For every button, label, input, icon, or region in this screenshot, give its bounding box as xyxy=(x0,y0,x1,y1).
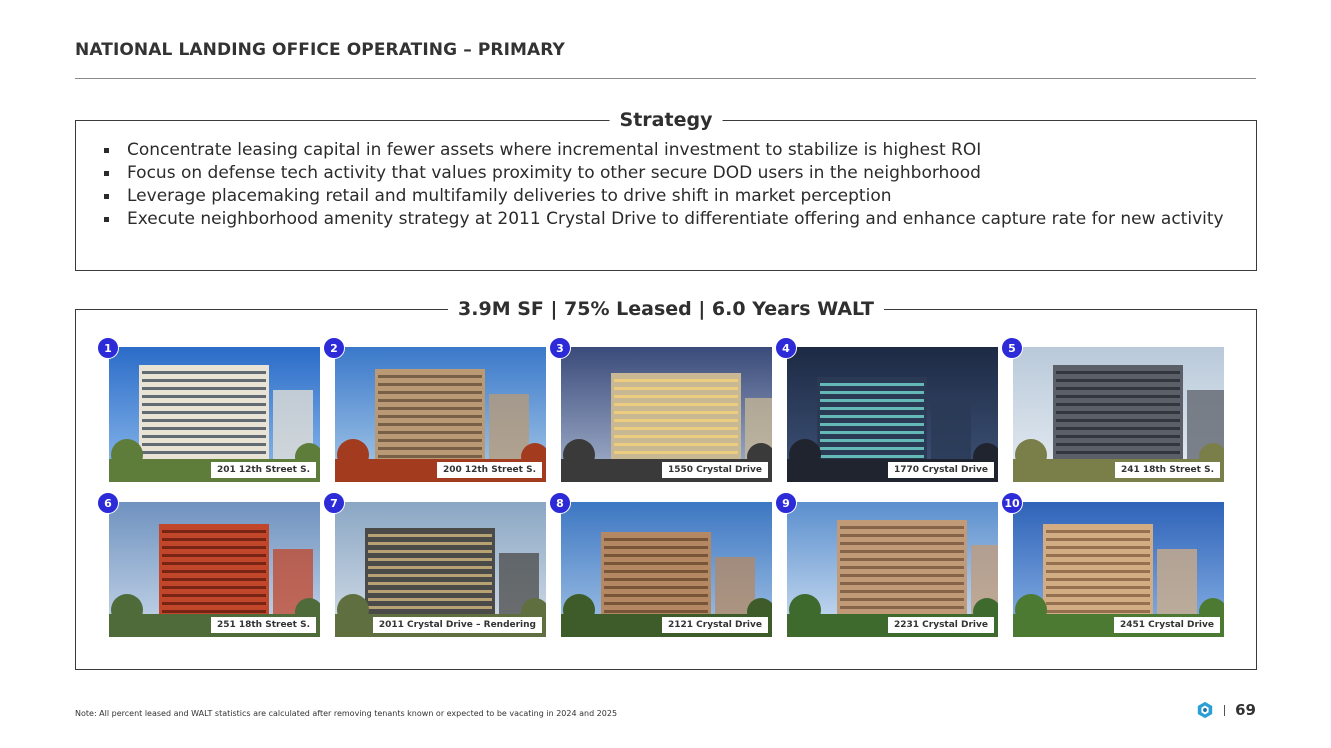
building-label: 1770 Crystal Drive xyxy=(888,462,994,478)
building-card xyxy=(1013,502,1224,637)
strategy-bullet-text: Execute neighborhood amenity strategy at 2011 Crystal Drive to differentiate offering and enhance capture rate for new activity xyxy=(127,209,1224,229)
footnote: Note: All percent leased and WALT statistics are calculated after removing tenants known or expected to be vacating in 2024 and 2025 xyxy=(75,709,618,718)
building-card xyxy=(787,347,998,482)
building-number-badge: 5 xyxy=(1001,337,1023,359)
building-label: 241 18th Street S. xyxy=(1115,462,1220,478)
building-card xyxy=(561,502,772,637)
portfolio-heading: 3.9M SF | 75% Leased | 6.0 Years WALT xyxy=(448,296,884,322)
title-divider xyxy=(75,78,1256,79)
building-label: 2121 Crystal Drive xyxy=(662,617,768,633)
building-number-badge: 8 xyxy=(549,492,571,514)
building-number-badge: 10 xyxy=(1001,492,1023,514)
company-logo-icon xyxy=(1196,701,1214,719)
strategy-bullet xyxy=(102,139,1232,162)
building-label: 200 12th Street S. xyxy=(437,462,542,478)
building-label: 201 12th Street S. xyxy=(211,462,316,478)
building-label: 2011 Crystal Drive – Rendering xyxy=(373,617,542,633)
building-label: 251 18th Street S. xyxy=(211,617,316,633)
building-number-badge: 7 xyxy=(323,492,345,514)
building-label: 2451 Crystal Drive xyxy=(1114,617,1220,633)
bullet-square-icon xyxy=(104,217,109,222)
footer-divider xyxy=(1224,705,1225,716)
strategy-bullet-list xyxy=(102,139,1232,231)
bullet-square-icon xyxy=(104,171,109,176)
building-number-badge: 1 xyxy=(97,337,119,359)
building-number-badge: 4 xyxy=(775,337,797,359)
bullet-square-icon xyxy=(104,148,109,153)
building-card xyxy=(109,502,320,637)
bullet-square-icon xyxy=(104,194,109,199)
page-title: NATIONAL LANDING OFFICE OPERATING – PRIMARY xyxy=(75,40,565,60)
building-number-badge: 2 xyxy=(323,337,345,359)
building-card xyxy=(561,347,772,482)
building-card xyxy=(1013,347,1224,482)
building-card xyxy=(335,502,546,637)
strategy-bullet-text: Focus on defense tech activity that values proximity to other secure DOD users in the neighborhood xyxy=(127,163,981,183)
page-number: 69 xyxy=(1235,701,1256,719)
building-number-badge: 3 xyxy=(549,337,571,359)
building-card xyxy=(109,347,320,482)
strategy-bullet xyxy=(102,208,1232,231)
strategy-box xyxy=(75,109,1257,271)
building-label: 1550 Crystal Drive xyxy=(662,462,768,478)
building-card xyxy=(335,347,546,482)
strategy-bullet xyxy=(102,162,1232,185)
page-footer xyxy=(1196,701,1256,719)
building-label: 2231 Crystal Drive xyxy=(888,617,994,633)
portfolio-box xyxy=(75,298,1257,670)
building-card xyxy=(787,502,998,637)
building-number-badge: 9 xyxy=(775,492,797,514)
strategy-bullet xyxy=(102,185,1232,208)
strategy-bullet-text: Leverage placemaking retail and multifamily deliveries to drive shift in market perception xyxy=(127,186,892,206)
strategy-bullet-text: Concentrate leasing capital in fewer assets where incremental investment to stabilize is highest ROI xyxy=(127,140,982,160)
strategy-heading: Strategy xyxy=(610,107,723,133)
building-number-badge: 6 xyxy=(97,492,119,514)
